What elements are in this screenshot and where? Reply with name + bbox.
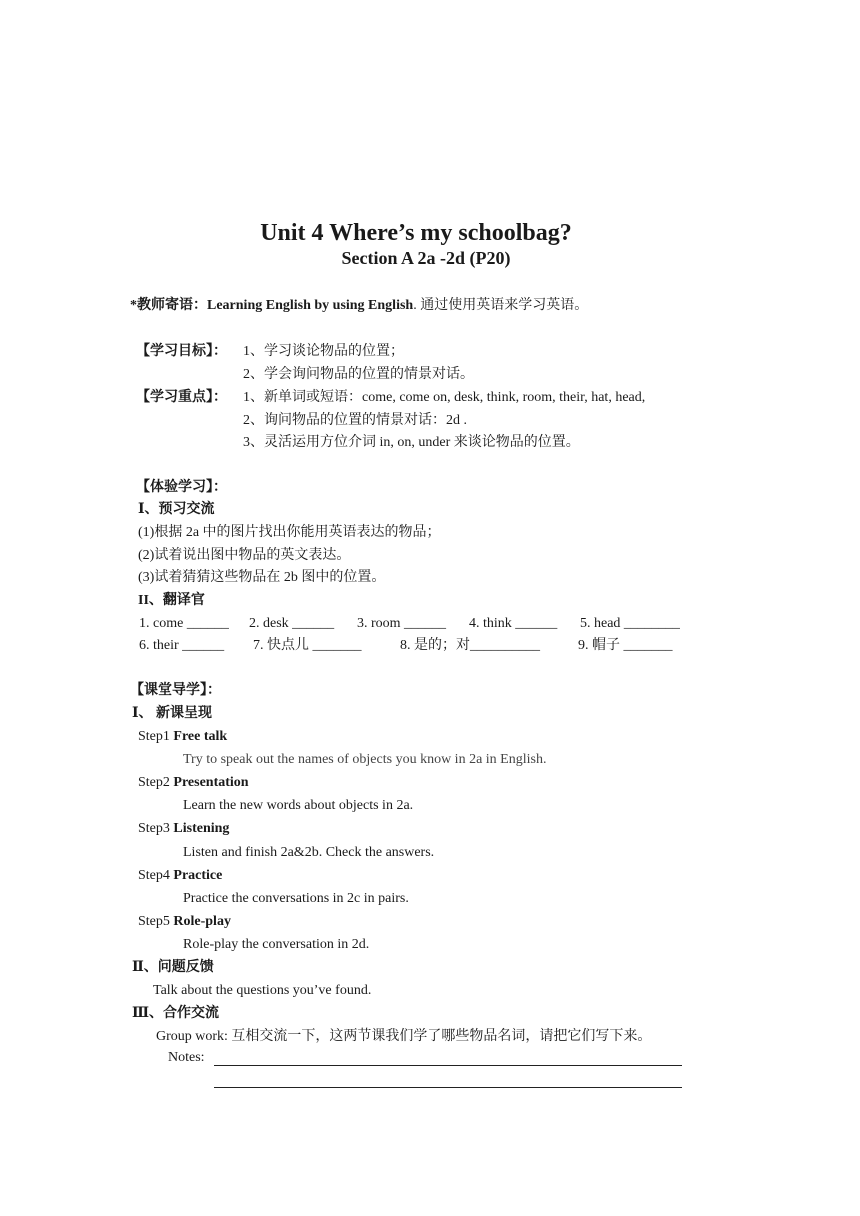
notes-line[interactable]: [214, 1065, 682, 1066]
step-name: Presentation: [173, 775, 249, 790]
step-description: Learn the new words about objects in 2a.: [183, 798, 414, 813]
notes-line[interactable]: [214, 1087, 682, 1088]
step-description: Listen and finish 2a&2b. Check the answers.: [183, 845, 435, 860]
feedback-text: Talk about the questions you’ve found.: [153, 983, 372, 998]
step-number: Step2: [138, 775, 174, 790]
feedback-heading: Ⅱ、问题反馈: [132, 960, 214, 975]
step-name: Free talk: [173, 729, 228, 744]
page-title: Unit 4 Where’s my schoolbag?: [260, 220, 572, 246]
teacher-motto: [130, 298, 588, 315]
page-subtitle: Section A 2a -2d (P20): [341, 248, 511, 268]
step-description: Practice the conversations in 2c in pairs.: [183, 891, 409, 906]
translate-item: 7. 快点儿 _______: [253, 638, 362, 653]
translate-item: 9. 帽子 _______: [578, 638, 673, 653]
translate-item: 5. head ________: [580, 616, 680, 631]
motto-label: *教师寄语：: [130, 298, 207, 313]
step-description: Role-play the conversation in 2d.: [183, 937, 370, 952]
cooperation-text: Group work: 互相交流一下，这两节课我们学了哪些物品名词，请把它们写下来。: [156, 1029, 652, 1044]
preview-item: (1)根据 2a 中的图片找出你能用英语表达的物品；: [138, 525, 441, 540]
notes-label: Notes:: [168, 1050, 205, 1065]
focus-item: 2、询问物品的位置的情景对话：2d .: [243, 413, 467, 428]
new-lesson-heading: Ⅰ、 新课呈现: [132, 706, 213, 721]
step-title: [138, 914, 231, 931]
step-name: Practice: [173, 868, 223, 883]
step-title: [138, 821, 229, 838]
classroom-heading: 【课堂导学】：: [130, 683, 221, 698]
translate-heading: II、翻译官: [138, 593, 205, 608]
preview-item: (3)试着猜猜这些物品在 2b 图中的位置。: [138, 570, 386, 585]
preview-heading: Ⅰ、预习交流: [138, 502, 215, 517]
translate-item: 1. come ______: [139, 616, 229, 631]
step-number: Step3: [138, 821, 174, 836]
focus-item: 3、灵活运用方位介词 in, on, under 来谈论物品的位置。: [243, 435, 580, 450]
preview-item: (2)试着说出图中物品的英文表达。: [138, 548, 351, 563]
step-number: Step4: [138, 868, 174, 883]
step-number: Step1: [138, 729, 174, 744]
experience-heading: 【体验学习】：: [136, 480, 227, 495]
step-description: Try to speak out the names of objects you know in 2a in English.: [183, 752, 547, 767]
step-title: [138, 775, 249, 792]
step-title: [138, 729, 227, 746]
focus-item: 1、新单词或短语：come, come on, desk, think, room, their, hat, head,: [243, 390, 646, 405]
step-number: Step5: [138, 914, 174, 929]
translate-item: 2. desk ______: [249, 616, 335, 631]
motto-english: Learning English by using English: [207, 298, 414, 313]
cooperation-heading: Ⅲ、合作交流: [132, 1006, 220, 1021]
goal-item: 2、学会询问物品的位置的情景对话。: [243, 367, 474, 382]
step-name: Role-play: [173, 914, 231, 929]
translate-item: 4. think ______: [469, 616, 558, 631]
translate-item: 8. 是的；对__________: [400, 638, 540, 653]
goals-label: 【学习目标】：: [136, 344, 227, 359]
step-title: [138, 868, 222, 885]
step-name: Listening: [173, 821, 230, 836]
translate-item: 6. their ______: [139, 638, 225, 653]
motto-chinese: . 通过使用英语来学习英语。: [413, 298, 589, 313]
focus-label: 【学习重点】：: [136, 390, 227, 405]
goal-item: 1、学习谈论物品的位置；: [243, 344, 404, 359]
translate-item: 3. room ______: [357, 616, 447, 631]
